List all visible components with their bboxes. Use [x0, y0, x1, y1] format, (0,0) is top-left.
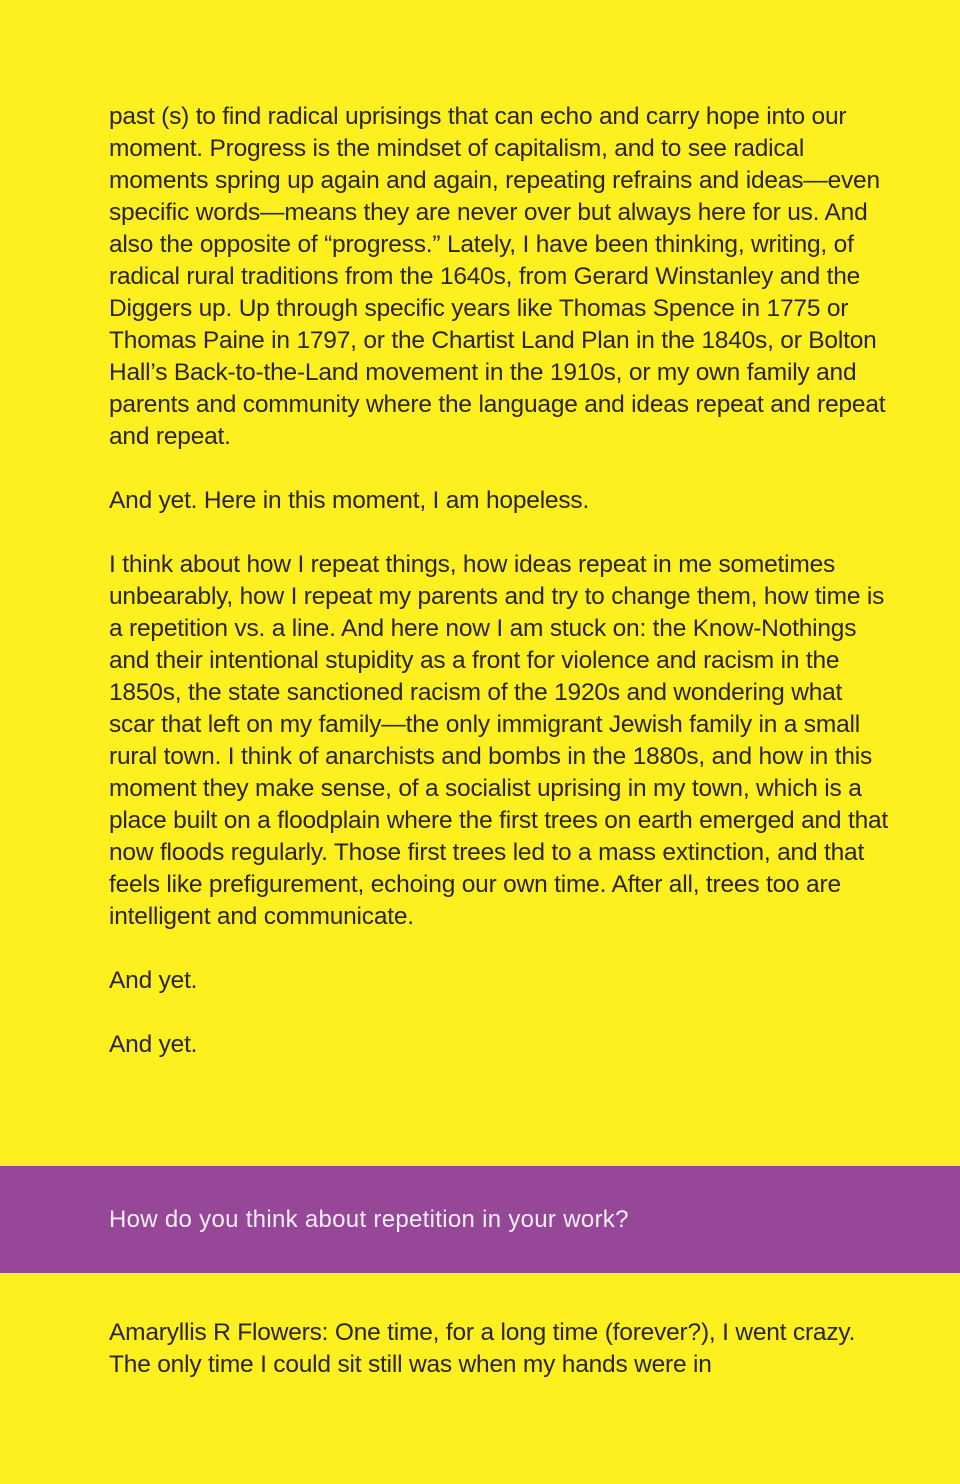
interview-answer	[109, 1317, 889, 1381]
interview-question: How do you think about repetition in your work?	[109, 1206, 629, 1233]
essay-body	[109, 101, 889, 1061]
interview-question-band	[0, 1166, 960, 1273]
paragraph-hopeless: And yet. Here in this moment, I am hopeless.	[109, 487, 590, 514]
paragraph-radical-traditions: past (s) to find radical uprisings that can echo and carry hope into our moment. Progress is the mindset of capitalism, and to see radical moments spring up again and again, repeating refrains and ideas—even specific words—means they are never over but always here for us. And also the opposite of “progress.” Lately, I have been thinking, writing, of radical rural traditions from the 1640s, from Gerard Winstanley and the Diggers up. Up through specific years like Thomas Spence in 1775 or Thomas Paine in 1797, or the Chartist Land Plan in the 1840s, or Bolton Hall’s Back-to-the-Land movement in the 1910s, or my own family and parents and community where the language and ideas repeat and repeat and repeat.	[109, 103, 886, 450]
answer-paragraph: Amaryllis R Flowers: One time, for a long time (forever?), I went crazy. The only time I could sit still was when my hands were in	[109, 1319, 856, 1378]
paragraph-and-yet-1: And yet.	[109, 967, 198, 994]
paragraph-and-yet-2: And yet.	[109, 1031, 198, 1058]
paragraph-repetition: I think about how I repeat things, how ideas repeat in me sometimes unbearably, how I repeat my parents and try to change them, how time is a repetition vs. a line. And here now I am stuck on: the Know-Nothings and their intentional stupidity as a front for violence and racism in the 1850s, the state sanctioned racism of the 1920s and wondering what scar that left on my family—the only immigrant Jewish family in a small rural town. I think of anarchists and bombs in the 1880s, and how in this moment they make sense, of a socialist uprising in my town, which is a place built on a floodplain where the first trees on earth emerged and that now floods regularly. Those first trees led to a mass extinction, and that feels like prefigurement, echoing our own time. After all, trees too are intelligent and communicate.	[109, 551, 889, 930]
